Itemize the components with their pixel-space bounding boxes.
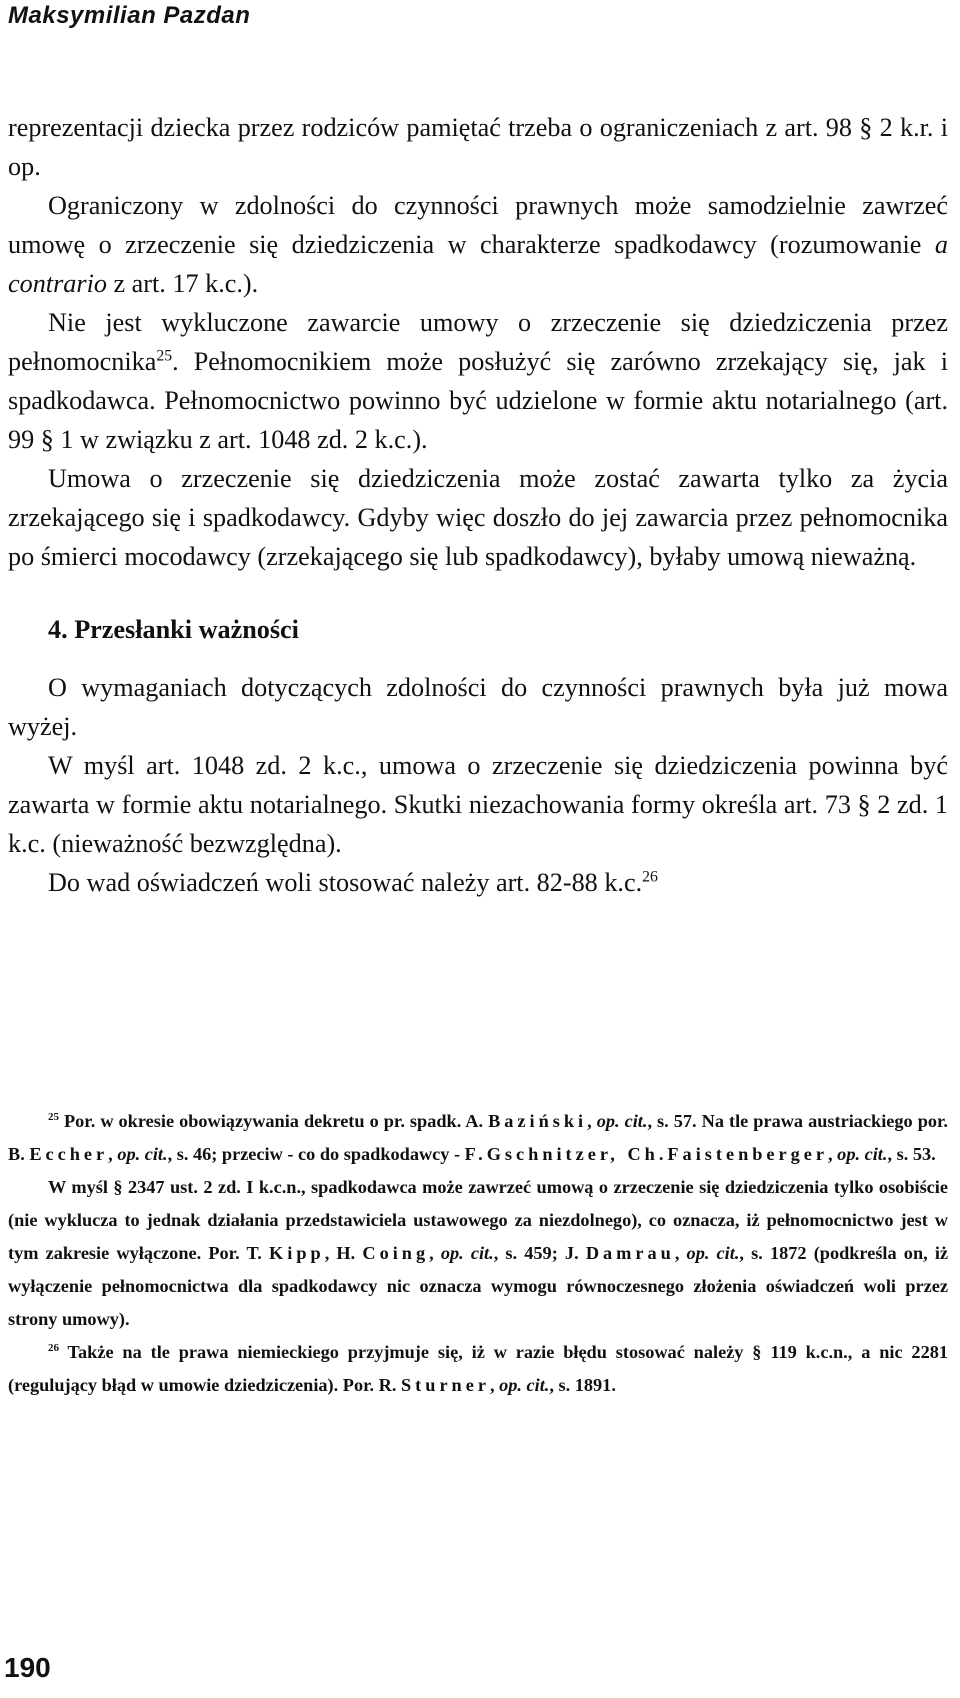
paragraph-6: W myśl art. 1048 zd. 2 k.c., umowa o zrzeczenie się dziedziczenia powinna być zawarta w formie aktu notarialnego. Skutki niezachowania formy określa art. 73 § 2 zd. 1 k.c. (nieważność bezwzględna). <box>8 751 948 858</box>
text-run: , <box>587 1111 597 1131</box>
text-run: , <box>489 1375 500 1395</box>
text-run: , s. 1891. <box>549 1375 616 1395</box>
text-run: , s. 1872 (podkreśla on, iż wyłączenie pełnomocnictwa dla spadkodawcy nic oznacza wymogu równoczesnego złożenia oświadczeń woli przez strony umowy). <box>8 1243 949 1329</box>
text-run: . Pełnomocnikiem może posłużyć się zarówno zrzekający się, jak i spadkodawca. Pełnomocnictwo powinno być udzielone w formie aktu notarialnego (art. 99 § 1 w związku z art. 1048 zd. 2 k.c.). <box>8 347 948 454</box>
text-run: Nie jest wykluczone zawarcie umowy o zrzeczenie się dziedziczenia przez pełnomocnika <box>8 308 948 376</box>
text-run: , s. 459; J. <box>493 1243 586 1263</box>
author-name: Eccher <box>29 1144 109 1164</box>
running-header: Maksymilian Pazdan <box>8 2 251 29</box>
author-name: Damrau <box>585 1243 675 1263</box>
paragraph-5: O wymaganiach dotyczących zdolności do czynności prawnych była już mowa wyżej. <box>8 673 948 741</box>
author-name: F.Gschnitzer, Ch.Faistenberger <box>464 1144 829 1164</box>
paragraph-4: Umowa o zrzeczenie się dziedziczenia może zostać zawarta tylko za życia zrzekającego się i spadkodawcy. Gdyby więc doszło do jej zawarcia przez pełnomocnika po śmierci mocodawcy (zrzekającego się lub spadkodawcy), byłaby umową nieważną. <box>8 464 948 571</box>
text-run: , <box>429 1243 441 1263</box>
paragraph-3 <box>8 303 948 459</box>
citation-abbrev: op. cit. <box>499 1375 550 1395</box>
italic-phrase: a contrario <box>8 230 948 298</box>
text-run: Por. w okresie obowiązywania dekretu o pr. spadk. A. <box>58 1111 489 1131</box>
text-run: z art. 17 k.c.). <box>106 269 259 298</box>
main-text <box>8 108 948 902</box>
paragraph-7 <box>8 863 948 902</box>
author-name: Kipp <box>269 1243 325 1263</box>
text-run: , <box>674 1243 687 1263</box>
citation-abbrev: op. cit. <box>117 1144 168 1164</box>
author-name: Coing <box>362 1243 430 1263</box>
text-run: Także na tle prawa niemieckiego przyjmuje się, iż w razie błędu stosować należy § 119 k.c.n., a nic 2281 (regulujący błąd w umowie dziedziczenia). Por. R. <box>8 1342 948 1395</box>
footnotes <box>8 1105 948 1402</box>
paragraph-2 <box>8 186 948 303</box>
text-run: , H. <box>324 1243 363 1263</box>
text-run: , s. 53. <box>887 1144 936 1164</box>
author-name: Baziński <box>488 1111 588 1131</box>
text-run: , <box>108 1144 118 1164</box>
citation-abbrev: op. cit. <box>596 1111 648 1131</box>
text-run: , s. 46; przeciw - co do spadkodawcy - <box>167 1144 465 1164</box>
footnote-number: 25 <box>48 1110 59 1123</box>
text-run: Ograniczony w zdolności do czynności prawnych może samodzielnie zawrzeć umowę o zrzeczenie się dziedziczenia w charakterze spadkodawcy (rozumowanie <box>8 191 948 259</box>
footnote-ref-25[interactable]: 25 <box>156 347 173 365</box>
text-run: Do wad oświadczeń woli stosować należy art. 82-88 k.c. <box>48 868 643 897</box>
text-run: W myśl § 2347 ust. 2 zd. I k.c.n., spadkodawca może zawrzeć umową o zrzeczenie się dziedziczenia tylko osobiście (nie wyklucza to jednak działania przedstawiciela ustawowego za niezdolnego), co oznacza, iż pełnomocnictwo jest w tym zakresie wyłączone. Por. T. <box>8 1177 948 1263</box>
author-name: Sturner <box>401 1375 490 1395</box>
section-heading: 4. Przesłanki ważności <box>48 615 299 644</box>
paragraph-1: reprezentacji dziecka przez rodziców pamiętać trzeba o ograniczeniach z art. 98 § 2 k.r. i op. <box>8 113 948 181</box>
footnote-25-continued <box>8 1171 948 1336</box>
footnote-ref-26[interactable]: 26 <box>642 868 658 886</box>
citation-abbrev: op. cit. <box>837 1144 888 1164</box>
citation-abbrev: op. cit. <box>440 1243 494 1263</box>
page-number: 190 <box>4 1652 51 1683</box>
footnote-number: 26 <box>48 1341 59 1354</box>
footnote-26 <box>8 1336 948 1402</box>
text-run: , s. 57. Na tle prawa austriackiego por. B. <box>8 1111 949 1164</box>
text-run: , <box>828 1144 838 1164</box>
footnote-25 <box>8 1105 948 1171</box>
citation-abbrev: op. cit. <box>686 1243 740 1263</box>
